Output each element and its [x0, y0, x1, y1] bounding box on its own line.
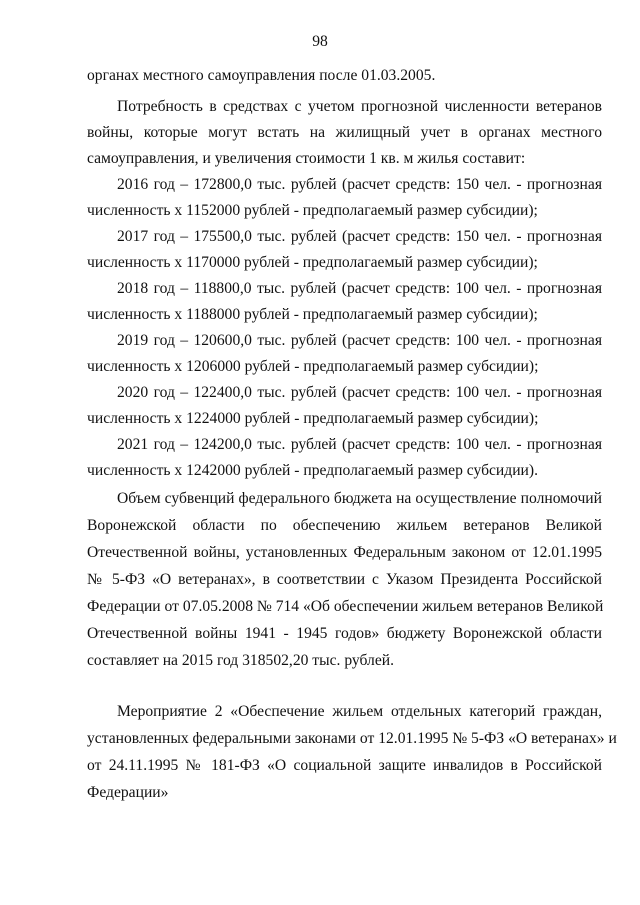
text-line: установленных федеральными законами от 12.01.1995 № 5-ФЗ «О ветеранах» и	[87, 730, 617, 747]
text-line: 2018 год – 118800,0 тыс. рублей (расчет средств: 100 чел. - прогнозная	[117, 280, 602, 297]
page-number: 98	[312, 33, 328, 50]
text-line: органах местного самоуправления после 01.03.2005.	[87, 67, 436, 84]
text-line: численность х 1224000 рублей - предполагаемый размер субсидии);	[87, 410, 539, 427]
text-line: войны, которые могут встать на жилищный учет в органах местного	[87, 124, 602, 141]
text-line: от 24.11.1995 № 181-ФЗ «О социальной защите инвалидов в Российской	[87, 757, 602, 774]
text-line: 2016 год – 172800,0 тыс. рублей (расчет средств: 150 чел. - прогнозная	[117, 176, 602, 193]
text-line: составляет на 2015 год 318502,20 тыс. рублей.	[87, 652, 394, 669]
text-line: 2021 год – 124200,0 тыс. рублей (расчет средств: 100 чел. - прогнозная	[117, 436, 602, 453]
text-line: самоуправления, и увеличения стоимости 1 кв. м жилья составит:	[87, 150, 526, 167]
text-line: 2020 год – 122400,0 тыс. рублей (расчет средств: 100 чел. - прогнозная	[117, 384, 602, 401]
text-line: Объем субвенций федерального бюджета на осуществление полномочий	[117, 490, 602, 507]
text-line: Мероприятие 2 «Обеспечение жильем отдельных категорий граждан,	[117, 703, 602, 720]
text-line: численность х 1188000 рублей - предполагаемый размер субсидии);	[87, 306, 538, 323]
text-line: численность х 1242000 рублей - предполагаемый размер субсидии).	[87, 462, 538, 479]
text-line: 2017 год – 175500,0 тыс. рублей (расчет средств: 150 чел. - прогнозная	[117, 228, 602, 245]
text-line: Потребность в средствах с учетом прогнозной численности ветеранов	[117, 98, 602, 115]
text-line: Федерации от 07.05.2008 № 714 «Об обеспечении жильем ветеранов Великой	[87, 598, 604, 615]
text-line: численность х 1152000 рублей - предполагаемый размер субсидии);	[87, 202, 538, 219]
text-line: 2019 год – 120600,0 тыс. рублей (расчет средств: 100 чел. - прогнозная	[117, 332, 602, 349]
text-line: Отечественной войны 1941 - 1945 годов» бюджету Воронежской области	[87, 625, 602, 642]
text-line: Федерации»	[87, 784, 169, 801]
text-line: численность х 1170000 рублей - предполагаемый размер субсидии);	[87, 254, 538, 271]
text-line: № 5-ФЗ «О ветеранах», в соответствии с Указом Президента Российской	[87, 571, 602, 588]
text-line: Отечественной войны, установленных Федеральным законом от 12.01.1995	[87, 544, 602, 561]
text-line: Воронежской области по обеспечению жильем ветеранов Великой	[87, 517, 602, 534]
text-line: численность х 1206000 рублей - предполагаемый размер субсидии);	[87, 358, 539, 375]
